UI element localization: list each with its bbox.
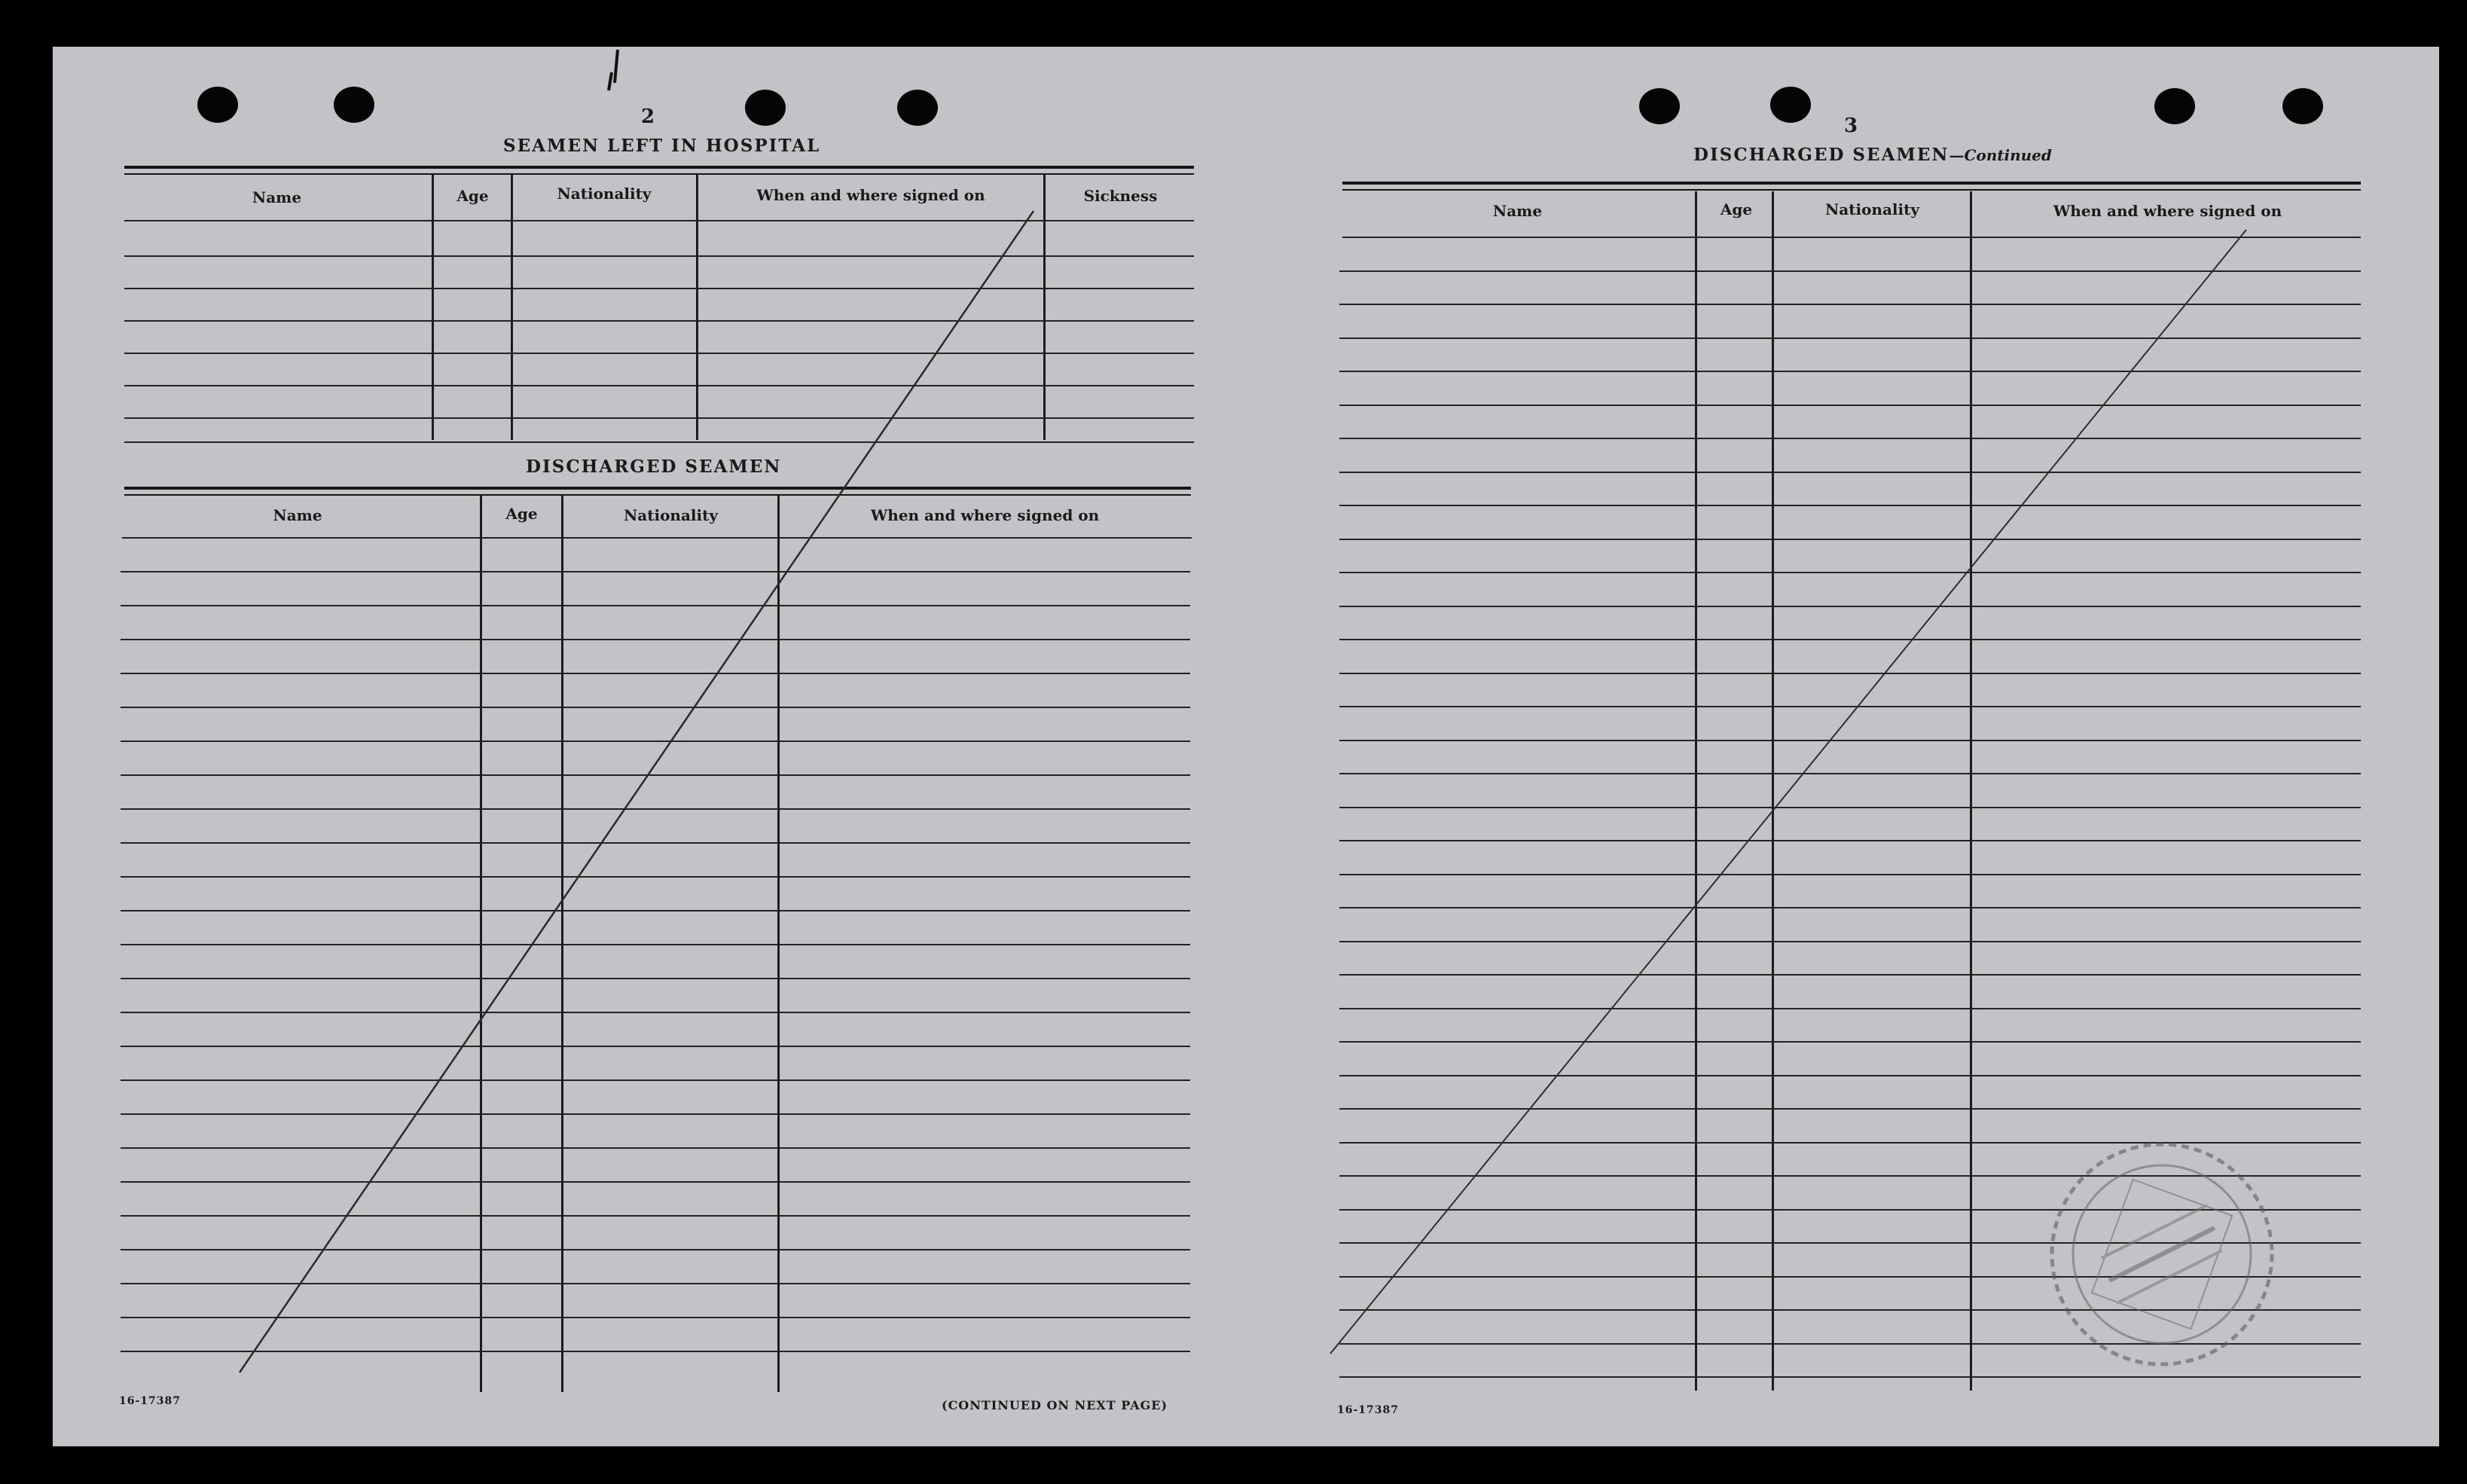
discharged-col-signed-on: When and where signed on (870, 506, 1100, 524)
right-section-title-suffix: —Continued (1949, 146, 2052, 164)
continued-note: (CONTINUED ON NEXT PAGE) (942, 1398, 1168, 1412)
cancel-line-right (1330, 230, 2246, 1354)
discharged-section-title: DISCHARGED SEAMEN (526, 456, 782, 477)
discharged-col-age: Age (505, 505, 538, 523)
hospital-col-nationality: Nationality (557, 185, 652, 203)
hospital-section-title: SEAMEN LEFT IN HOSPITAL (503, 136, 821, 156)
form-number-left: 16-17387 (119, 1395, 181, 1407)
right-col-age: Age (1720, 200, 1753, 218)
pen-mark (609, 50, 618, 90)
page-number-left: 2 (641, 105, 655, 128)
right-col-name: Name (1492, 202, 1543, 220)
form-number-right: 16-17387 (1337, 1404, 1399, 1416)
hospital-col-age: Age (456, 187, 489, 205)
right-section-title-main: DISCHARGED SEAMEN (1693, 145, 1949, 165)
discharged-col-nationality: Nationality (624, 506, 718, 524)
right-col-nationality: Nationality (1825, 200, 1919, 218)
hospital-col-signed-on: When and where signed on (756, 186, 985, 204)
right-col-signed-on: When and where signed on (2053, 202, 2282, 220)
page-number-right: 3 (1844, 115, 1858, 137)
hospital-col-sickness: Sickness (1083, 187, 1158, 205)
discharged-col-name: Name (273, 506, 322, 524)
received-stamp-icon (2052, 1144, 2272, 1364)
cancel-line-left (240, 211, 1034, 1373)
hospital-col-name: Name (252, 188, 302, 206)
